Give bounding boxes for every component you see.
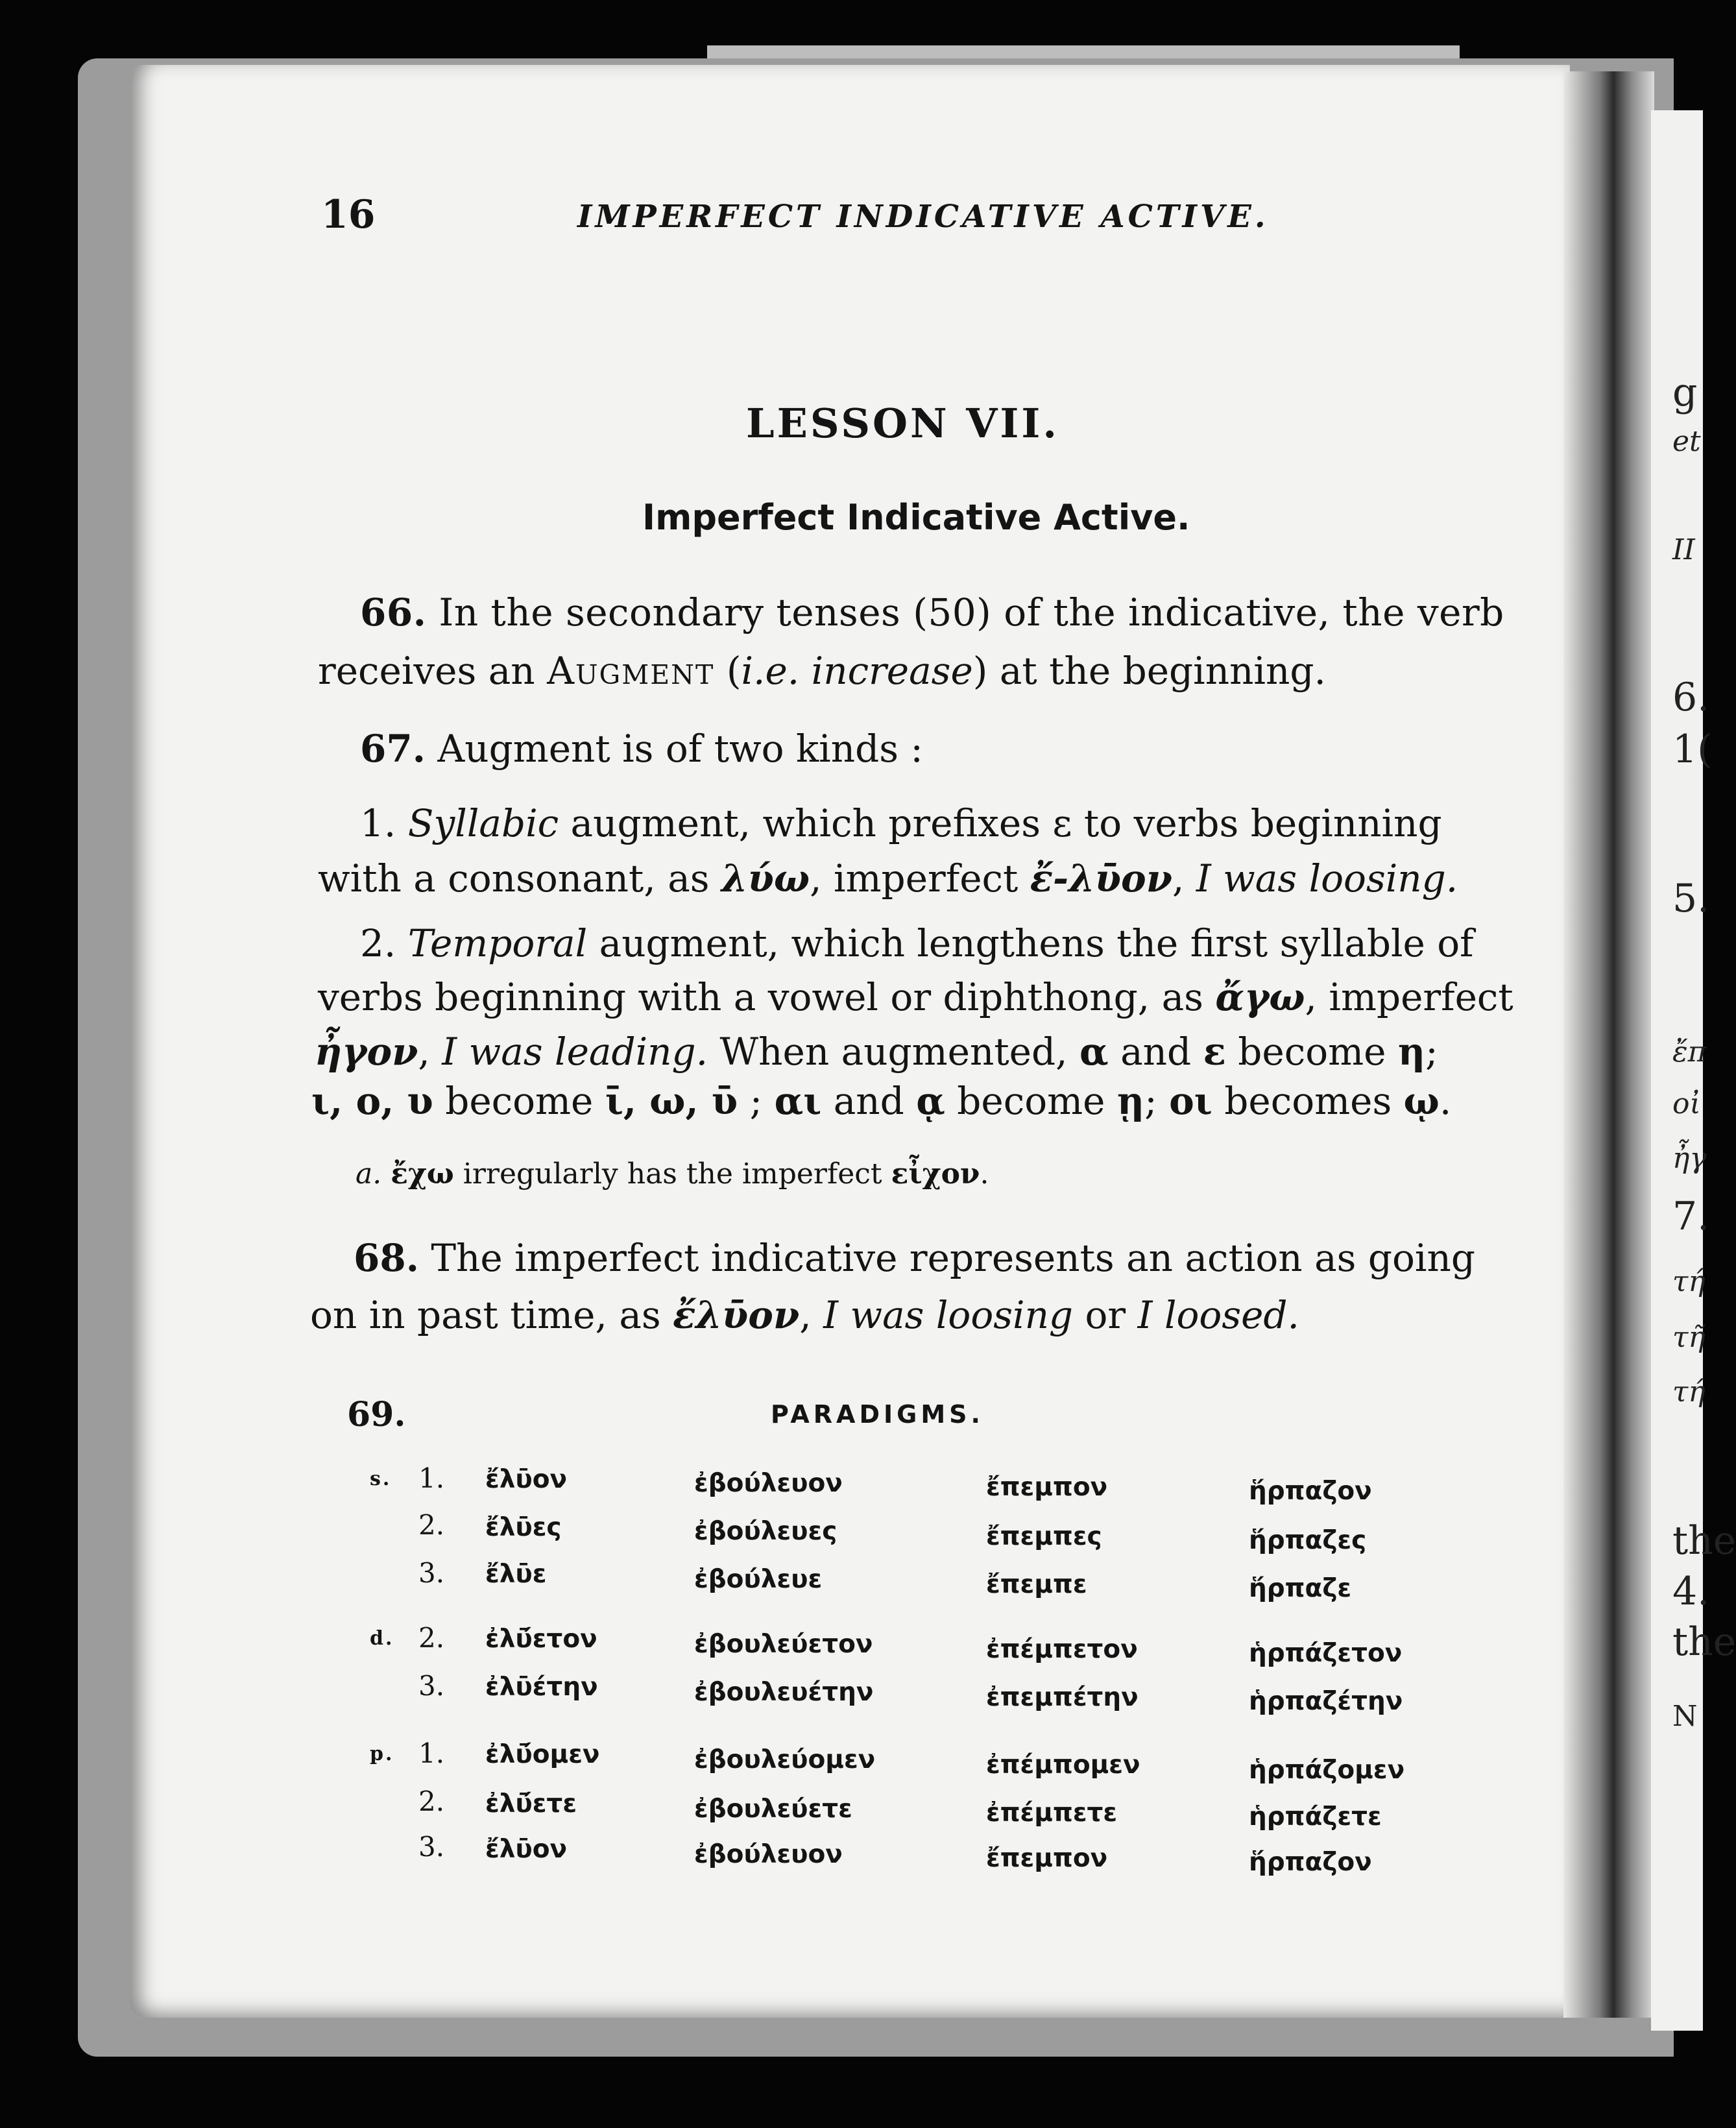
para-67-line-1: 67. Augment is of two kinds : (360, 727, 923, 771)
right-fragment: N (1672, 1700, 1698, 1733)
paradigm-form: ἐβουλεύομεν (694, 1745, 876, 1774)
person-number: 3. (418, 1831, 445, 1863)
item-2-line-2: verbs beginning with a vowel or diphthong, as ἄγω, imperfect (318, 975, 1513, 1019)
item-1-line-1: 1. Syllabic augment, which prefixes ε to verbs beginning (360, 801, 1442, 845)
para-68-line-2: on in past time, as ἔλῡον, I was loosing or I loosed. (310, 1293, 1299, 1337)
paradigm-form: ἡρπάζετε (1249, 1802, 1382, 1832)
paradigm-form: ἔλῡον (485, 1465, 568, 1494)
paradigm-form: ἐλῡ́ετον (485, 1625, 597, 1654)
item-2-line-3: ἦγον, I was leading. When augmented, α and ε become η; (315, 1030, 1438, 1074)
paradigm-form: ἡρπάζετον (1249, 1639, 1403, 1668)
right-fragment: ἦγ (1672, 1142, 1707, 1175)
para-number: 66. (360, 590, 427, 635)
number-label-singular: s. (370, 1468, 392, 1490)
paradigm-form: ἔπεμπον (986, 1844, 1108, 1873)
lesson-title: LESSON VII. (746, 400, 1059, 447)
right-fragment: οἰ (1672, 1087, 1701, 1120)
paradigm-form: ἐλῡέτην (485, 1673, 598, 1702)
running-head: IMPERFECT INDICATIVE ACTIVE. (577, 199, 1269, 235)
paradigm-form: ἐβούλευε (694, 1565, 823, 1594)
right-fragment: g (1672, 370, 1698, 415)
paradigm-form: ἔλῡες (485, 1513, 562, 1542)
lesson-subtitle: Imperfect Indicative Active. (642, 497, 1190, 538)
right-fragment: 4. (1672, 1569, 1710, 1614)
note-a: a. ἔχω irregularly has the imperfect εἶχον. (356, 1157, 989, 1191)
right-fragment: the (1672, 1619, 1736, 1665)
right-fragment: 7. (1672, 1194, 1710, 1239)
item-2-line-1: 2. Temporal augment, which lengthens the first syllable of (360, 921, 1474, 965)
paradigm-form: ἐπέμπομεν (986, 1750, 1140, 1780)
person-number: 1. (418, 1462, 445, 1494)
paradigm-form: ἐβούλευες (694, 1517, 838, 1546)
number-label-plural: p. (370, 1743, 394, 1765)
paradigm-form: ἐβούλευον (694, 1469, 843, 1498)
paradigm-form: ἔλῡον (485, 1835, 568, 1864)
paradigm-form: ἥρπαζον (1249, 1848, 1372, 1877)
person-number: 2. (418, 1622, 445, 1654)
paradigm-form: ἐπέμπετε (986, 1798, 1118, 1828)
paradigm-form: ἐβουλευέτην (694, 1678, 874, 1707)
paradigm-form: ἔπεμπες (986, 1522, 1102, 1551)
right-fragment: 5. (1672, 876, 1710, 921)
paradigm-form: ἥρπαζον (1249, 1477, 1372, 1506)
para-69-number: 69. (347, 1395, 406, 1434)
person-number: 2. (418, 1785, 445, 1817)
right-fragment: 6. (1672, 675, 1710, 720)
person-number: 2. (418, 1509, 445, 1541)
para-number: 67. (360, 727, 426, 771)
book-gutter (1563, 71, 1654, 2018)
person-number: 3. (418, 1557, 445, 1589)
paradigms-heading: PARADIGMS. (771, 1400, 984, 1429)
paradigm-form: ἔπεμπον (986, 1473, 1108, 1502)
right-fragment: et (1672, 425, 1701, 458)
paradigm-form: ἐβουλεύετε (694, 1795, 852, 1824)
right-fragment: ἔπ (1672, 1035, 1707, 1069)
paradigm-form: ἡρπάζομεν (1249, 1756, 1405, 1785)
page-number: 16 (321, 192, 376, 237)
paradigm-form: ἐλῡ́ετε (485, 1789, 577, 1819)
item-1-line-2: with a consonant, as λύω, imperfect ἔ-λῡον, I was loosing. (318, 856, 1458, 901)
para-number: 68. (354, 1236, 419, 1280)
paradigm-form: ἡρπαζέτην (1249, 1687, 1403, 1716)
para-66-line-2: receives an Augment (i.e. increase) at the beginning. (318, 649, 1326, 693)
person-number: 1. (418, 1737, 445, 1769)
right-fragment: τή (1672, 1265, 1706, 1298)
right-fragment: 1( (1672, 727, 1713, 772)
para-68-line-1: 68. The imperfect indicative represents an action as going (354, 1236, 1475, 1280)
person-number: 3. (418, 1670, 445, 1702)
number-label-dual: d. (370, 1627, 394, 1650)
right-fragment: the (1672, 1518, 1736, 1564)
right-fragment: τῆ (1672, 1321, 1706, 1354)
term-syllabic: Syllabic (407, 801, 559, 845)
term-temporal: Temporal (407, 921, 588, 965)
paradigm-form: ἥρπαζε (1249, 1574, 1352, 1603)
item-2-line-4: ι, ο, υ become ῑ, ω, ῡ ; αι and ᾳ become ῃ; οι becomes ῳ. (311, 1079, 1452, 1123)
right-fragment: τή (1672, 1375, 1706, 1409)
para-66-line-1: 66. In the secondary tenses (50) of the indicative, the verb (360, 590, 1504, 635)
paradigm-form: ἔπεμπε (986, 1570, 1087, 1599)
paradigm-form: ἐλῡ́ομεν (485, 1740, 600, 1769)
paradigm-form: ἔλῡε (485, 1560, 547, 1589)
paradigm-form: ἐπεμπέτην (986, 1683, 1139, 1712)
paradigm-form: ἐπέμπετον (986, 1635, 1138, 1664)
paradigm-form: ἐβουλεύετον (694, 1630, 873, 1659)
paradigm-form: ἥρπαζες (1249, 1526, 1367, 1555)
right-fragment: II (1672, 533, 1695, 566)
paradigm-form: ἐβούλευον (694, 1840, 843, 1869)
term-augment: Augment (547, 649, 715, 693)
